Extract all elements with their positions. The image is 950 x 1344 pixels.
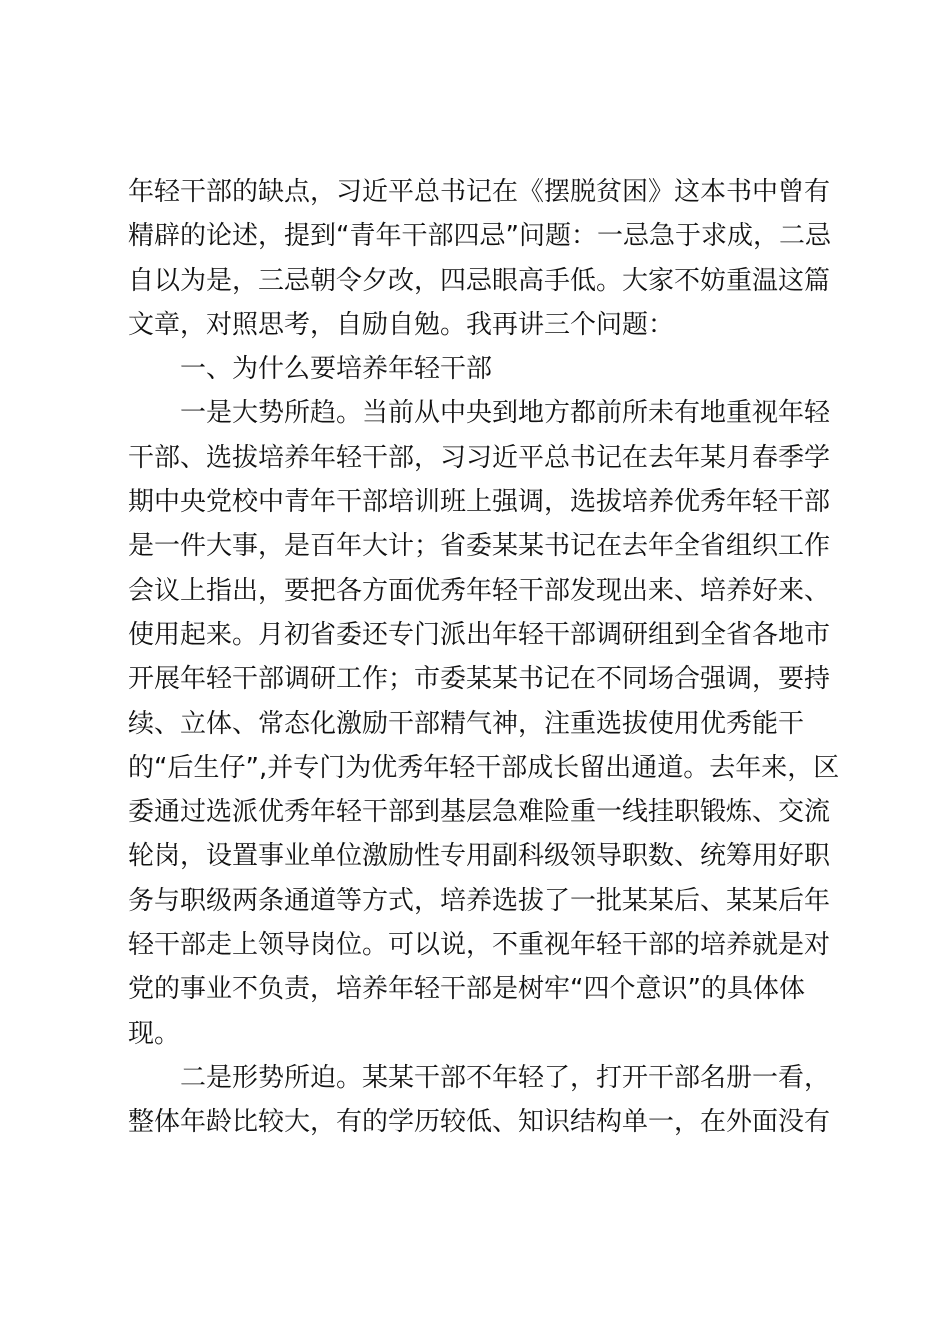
body-line: 开展年轻干部调研工作；市委某某书记在不同场合强调，要持	[128, 664, 831, 695]
section-heading: 一、为什么要培养年轻干部	[180, 354, 493, 385]
body-line: 务与职级两条通道等方式，培养选拔了一批某某后、某某后年	[128, 885, 831, 916]
body-line: 轻干部走上领导岗位。可以说，不重视年轻干部的培养就是对	[128, 930, 831, 961]
body-line: 年轻干部的缺点，习近平总书记在《摆脱贫困》这本书中曾有	[128, 177, 831, 207]
body-line: 期中央党校中青年干部培训班上强调，选拔培养优秀年轻干部	[128, 487, 831, 518]
body-line: 是一件大事，是百年大计；省委某某书记在去年全省组织工作	[128, 531, 831, 562]
body-line: 干部、选拔培养年轻干部，习习近平总书记在去年某月春季学	[128, 442, 831, 473]
paragraph-first-line: 二是形势所迫。某某干部不年轻了，打开干部名册一看，	[180, 1062, 831, 1093]
body-line: 轮岗，设置事业单位激励性专用副科级领导职数、统筹用好职	[128, 841, 831, 872]
body-line: 会议上指出，要把各方面优秀年轻干部发现出来、培养好来、	[128, 575, 831, 606]
body-line: 党的事业不负责，培养年轻干部是树牢“四个意识”的具体体	[128, 974, 805, 1005]
body-line: 自以为是，三忌朝令夕改，四忌眼高手低。大家不妨重温这篇	[128, 265, 831, 296]
body-line: 精辟的论述，提到“青年干部四忌”问题：一忌急于求成，二忌	[128, 221, 831, 252]
body-line: 续、立体、常态化激励干部精气神，注重选拔使用优秀能干	[128, 708, 805, 739]
body-line: 整体年龄比较大，有的学历较低、知识结构单一，在外面没有	[128, 1107, 831, 1138]
body-line: 的“后生仔”,并专门为优秀年轻干部成长留出通道。去年来，区	[128, 752, 840, 783]
body-line: 使用起来。月初省委还专门派出年轻干部调研组到全省各地市	[128, 619, 831, 650]
body-line: 委通过选派优秀年轻干部到基层急难险重一线挂职锻炼、交流	[128, 797, 831, 828]
document-body	[128, 170, 840, 1145]
body-line: 文章，对照思考，自励自勉。我再讲三个问题：	[128, 309, 675, 340]
body-line: 现。	[128, 1018, 181, 1049]
paragraph-first-line: 一是大势所趋。当前从中央到地方都前所未有地重视年轻	[180, 398, 831, 429]
